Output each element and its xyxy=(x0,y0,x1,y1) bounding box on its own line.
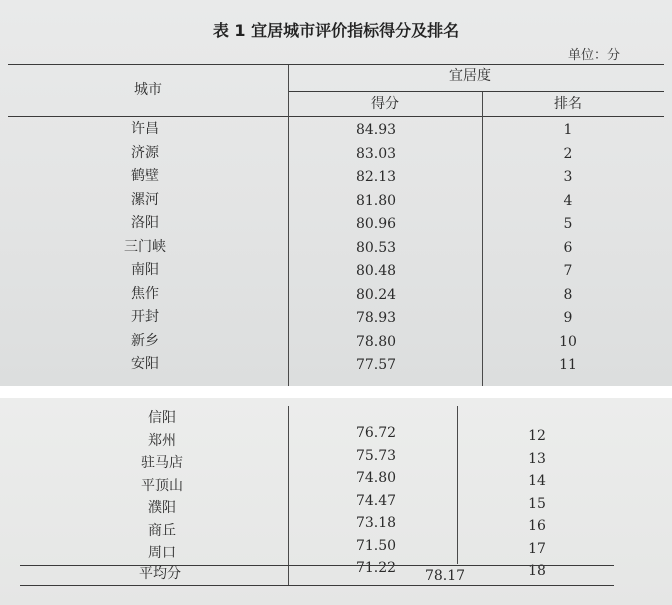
score-cell: 71.50 xyxy=(355,537,397,554)
rank-cell: 16 xyxy=(528,518,546,534)
score-cell: 75.73 xyxy=(355,447,397,464)
rank-cell: 13 xyxy=(528,450,546,467)
column-divider-city xyxy=(288,65,289,386)
rank-cell: 7 xyxy=(563,263,573,279)
rank-cell: 9 xyxy=(563,310,573,326)
city-cell: 济源 xyxy=(131,144,159,161)
table-title: 表 1 宜居城市评价指标得分及排名 xyxy=(212,21,460,40)
city-cell: 鹤壁 xyxy=(131,168,159,184)
city-cell: 洛阳 xyxy=(131,215,159,231)
city-cell: 安阳 xyxy=(131,356,159,372)
score-cell: 80.48 xyxy=(355,263,397,279)
header-livability: 宜居度 xyxy=(449,68,491,84)
rank-cell: 6 xyxy=(563,239,573,256)
rank-cell: 3 xyxy=(563,169,573,185)
rank-cell: 1 xyxy=(563,122,573,138)
rank-cell: 11 xyxy=(559,357,577,373)
unit-label: 单位：分 xyxy=(567,48,620,63)
score-cell: 74.80 xyxy=(355,470,397,486)
header-group-rule xyxy=(288,91,664,92)
column-divider-city-bottom xyxy=(288,406,289,586)
column-divider-score xyxy=(482,92,483,386)
rank-cell: 17 xyxy=(528,540,546,557)
header-city: 城市 xyxy=(134,82,162,98)
city-cell: 开封 xyxy=(131,309,159,325)
header-rank: 排名 xyxy=(554,96,582,112)
city-cell: 商丘 xyxy=(148,522,176,539)
city-cell: 南阳 xyxy=(131,262,159,278)
city-cell: 平顶山 xyxy=(141,477,183,494)
average-label: 平均分 xyxy=(139,566,181,582)
city-cell: 三门峡 xyxy=(124,238,166,255)
city-cell: 许昌 xyxy=(131,121,159,137)
city-cell: 新乡 xyxy=(131,332,159,349)
city-cell: 驻马店 xyxy=(141,455,183,471)
score-cell: 80.24 xyxy=(355,286,397,303)
score-cell: 83.03 xyxy=(355,145,397,162)
column-divider-score-bottom xyxy=(457,406,458,564)
score-cell: 74.47 xyxy=(355,492,397,509)
rank-cell: 18 xyxy=(528,563,546,579)
city-cell: 郑州 xyxy=(148,432,176,449)
table-bottom-rule xyxy=(20,585,614,586)
average-value: 78.17 xyxy=(424,568,466,584)
score-cell: 84.93 xyxy=(355,122,397,138)
table-top-rule xyxy=(8,64,664,65)
rank-cell: 15 xyxy=(528,495,546,512)
score-cell: 82.13 xyxy=(355,169,397,185)
city-cell: 信阳 xyxy=(148,410,176,426)
city-cell: 周口 xyxy=(148,545,176,561)
rank-cell: 10 xyxy=(559,333,577,350)
city-cell: 漯河 xyxy=(131,191,159,208)
table-page-bottom xyxy=(0,398,672,605)
score-cell: 80.53 xyxy=(355,239,397,256)
score-cell: 78.80 xyxy=(355,333,397,350)
score-cell: 81.80 xyxy=(355,192,397,209)
rank-cell: 2 xyxy=(563,145,573,162)
score-cell: 77.57 xyxy=(355,357,397,373)
score-cell: 71.22 xyxy=(355,560,397,576)
score-cell: 76.72 xyxy=(355,425,397,441)
header-score: 得分 xyxy=(371,96,399,112)
city-cell: 焦作 xyxy=(131,285,159,302)
city-cell: 濮阳 xyxy=(148,500,176,516)
score-cell: 78.93 xyxy=(355,310,397,326)
rank-cell: 5 xyxy=(563,216,573,232)
score-cell: 73.18 xyxy=(355,515,397,531)
rank-cell: 4 xyxy=(563,192,573,209)
score-cell: 80.96 xyxy=(355,216,397,232)
rank-cell: 12 xyxy=(528,428,546,444)
rank-cell: 14 xyxy=(528,473,546,489)
header-bottom-rule xyxy=(8,116,664,117)
rank-cell: 8 xyxy=(563,286,573,303)
